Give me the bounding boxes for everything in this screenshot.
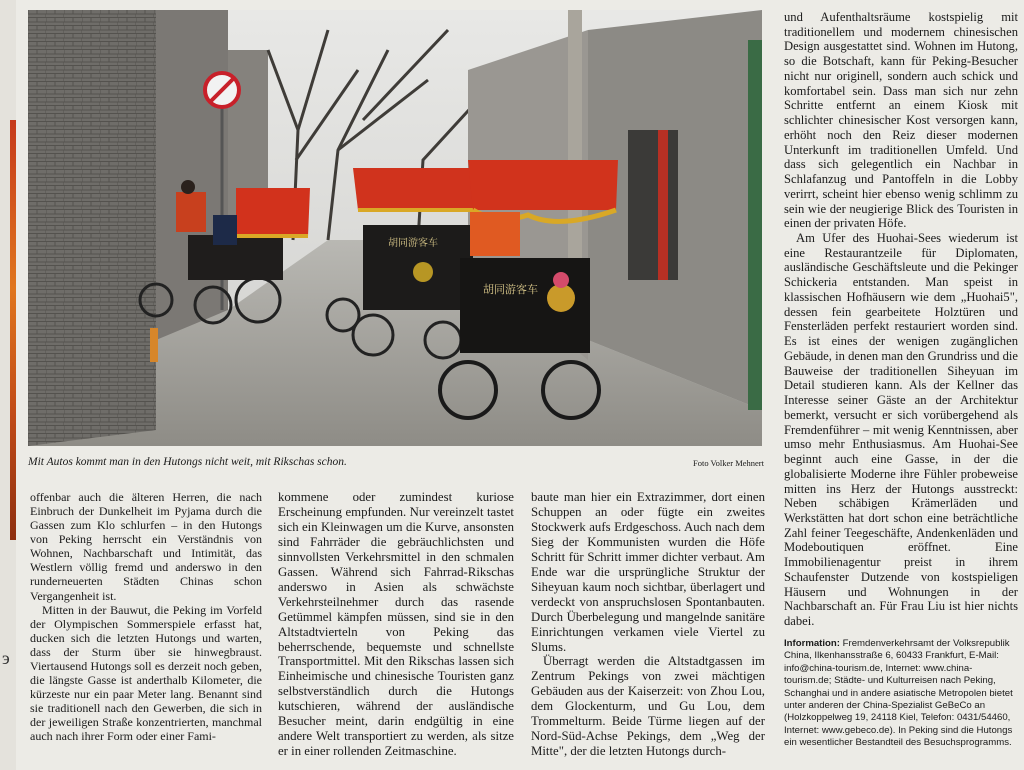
paragraph: Überragt werden die Altstadtgassen im Zentrum Pekings von zwei mächtigen Gebäuden aus der Kaiserzeit: von Zhou Lou, dem Glockenturm, und Gu Lou, dem Trommelturm. Beide Türme liegen auf der Nord-Süd-Achse Pekings, dem „Weg der Mitte", der die letzten Hutongs durch- [531,654,765,759]
information-box [784,638,1018,750]
paragraph: offenbar auch die älteren Herren, die nach Einbruch der Dunkelheit im Pyjama durch die Gassen zum Klo schlurfen – in den Hutongs von Peking herrscht ein Verständnis von Wohnen, Nachbarschaft und Intimität, das Westlern völlig fremd und anderswo in den runderneuerten Städten Chinas schon Vergangenheit ist. [30,490,262,603]
article-column-3 [531,490,765,760]
article-column-4 [784,10,1018,635]
hutong-photo [28,10,762,446]
information-text: Fremdenverkehrsamt der Volksrepublik China, Ilkenhansstraße 6, 60433 Frankfurt, E-Mail: info@china-tourism.de, Internet: www.china-tourism.de; Städte- und Kulturreisen nach Peking, Schanghai und in andere asiatische Metropolen bietet unter anderen der China-Spezialist GeBeCo an (Holzkoppelweg 19, 24118 Kiel, Telefon: 0431/54460, Internet: www.gebeco.de). In Peking sind die Hutongs ein wesentlicher Bestandteil des Besuchsprogramms. [784,638,1013,749]
article-column-1 [30,490,262,760]
paragraph: Mitten in der Bauwut, die Peking im Vorfeld der Olympischen Sommerspiele erfasst hat, ducken sich die letzten Hutongs und warten, dass der Sturm über sie hinwegbraust. Viertausend Hutongs soll es derzeit noch geben, die längste Gasse ist anderthalb Kilometer, die kürzeste nur ein paar Meter lang. Benannt sind sie traditionell nach den Gewerben, die sich in der jeweiligen Straße konzentrierten, manchmal auch nach ihrer Form oder einer Fami- [30,602,262,744]
margin-mark: э [2,648,10,668]
article-column-2 [278,490,514,760]
paragraph: baute man hier ein Extrazimmer, dort einen Schuppen an oder fügte ein zweites Stockwerk aufs Erdgeschoss. Auch nach dem Sieg der Kommunisten wurden die Höfe Schritt für Schritt immer dichter verbaut. Am Ende war die ursprüngliche Struktur der Siheyuan kaum noch sichtbar, überlagert und verdeckt von anspruchslosen Spontanbauten. Durch Überbelegung und mangelnde sanitäre Einrichtungen verkamen viele Viertel zu Slums. [531,490,765,654]
paragraph: und Aufenthaltsräume kostspielig mit traditionellem und modernem chinesischen Design ausgestattet sind. Wohnen im Hutong, so die Botschaft, kann für Peking-Besucher nicht nur originell, sondern auch schick und komfortabel sein. Dass man sich nur zehn Schritte entfernt an einem Kiosk mit schlichter chinesischer Kost versorgen kann, erhöht noch den Reiz dieser modernen Unterkunft im traditionellen Umfeld. Und dass sich gelegentlich ein Nachbar in Schlafanzug und Pantoffeln in die Lobby verirrt, scheint hier ebenso wenig schlimm zu sein wie der neugierige Blick des Touristen in einen der privaten Höfe. [784,10,1018,231]
paragraph: kommene oder zumindest kuriose Erscheinung empfunden. Nur vereinzelt tastet sich ein Kleinwagen um die Kurve, ansonsten sind Fahrräder die gebräuchlichsten und sinnvollsten Verkehrsmittel in den schmalen Gassen. Während sich Fahrrad-Rikschas anderswo in Asien als schwächste Verkehrsteilnehmer durch das rasende Getümmel kämpfen müssen, sind sie in den Altstadtvierteln von Peking das beherrschende, bequemste und schnellste Transportmittel. Mit den Rikschas lassen sich Einheimische und chinesische Touristen ganz selbstverständlich durch die Hutongs kutschieren, während der ausländische Besucher meint, darin endgültig in eine andere Welt transportiert zu werden, als sitze er in einer rollenden Zeitmaschine. [278,490,514,759]
adjacent-page-strip [10,120,16,540]
rickshaw-sign-1: 胡同游客车 [388,238,438,249]
paragraph: Am Ufer des Huohai-Sees wiederum ist eine Restaurantzeile für Diplomaten, ausländische Geschäftsleute und die Pekinger Schickeria entstanden. Man speist in klassischen Hofhäusern wie dem „Huohai5", dessen fein gearbeitete Holztüren und Fensterläden perfekt restauriert worden sind. Es ist eines der wenigen zugänglichen Gebäude, in denen man den Grundriss und die Bauweise der traditionellen Siheyuan im Detail studieren kann. Als der Kellner das Interesse seiner Gäste an der Architektur bemerkt, versucht er sich vorübergehend als Fremdenführer – mit wenig Kenntnissen, aber umso mehr Enthusiasmus. Am Huohai-See beginnt auch eine Gasse, in der die globalisierte Moderne ihre Fühler probeweise mitten ins Herz der Hutongs ausstreckt: Neben schäbigen Krämerläden und Werkstätten hat dort schon eine beträchtliche Zahl feiner Teegeschäfte, Andenkenläden und Modeboutiquen eröffnet. Eine Immobilienagentur preist in ihrem Schaufenster Dutzende von kostspieligen Häusern und Wohnungen in der Nachbarschaft an. Für Frau Liu ist hier nichts dabei. [784,231,1018,629]
rickshaw-sign-2: 胡同游客车 [483,284,538,296]
information-label: Information: [784,638,840,649]
photo-caption: Mit Autos kommt man in den Hutongs nicht weit, mit Rikschas schon. [28,456,347,468]
photo-credit: Foto Volker Mehnert [693,458,764,468]
